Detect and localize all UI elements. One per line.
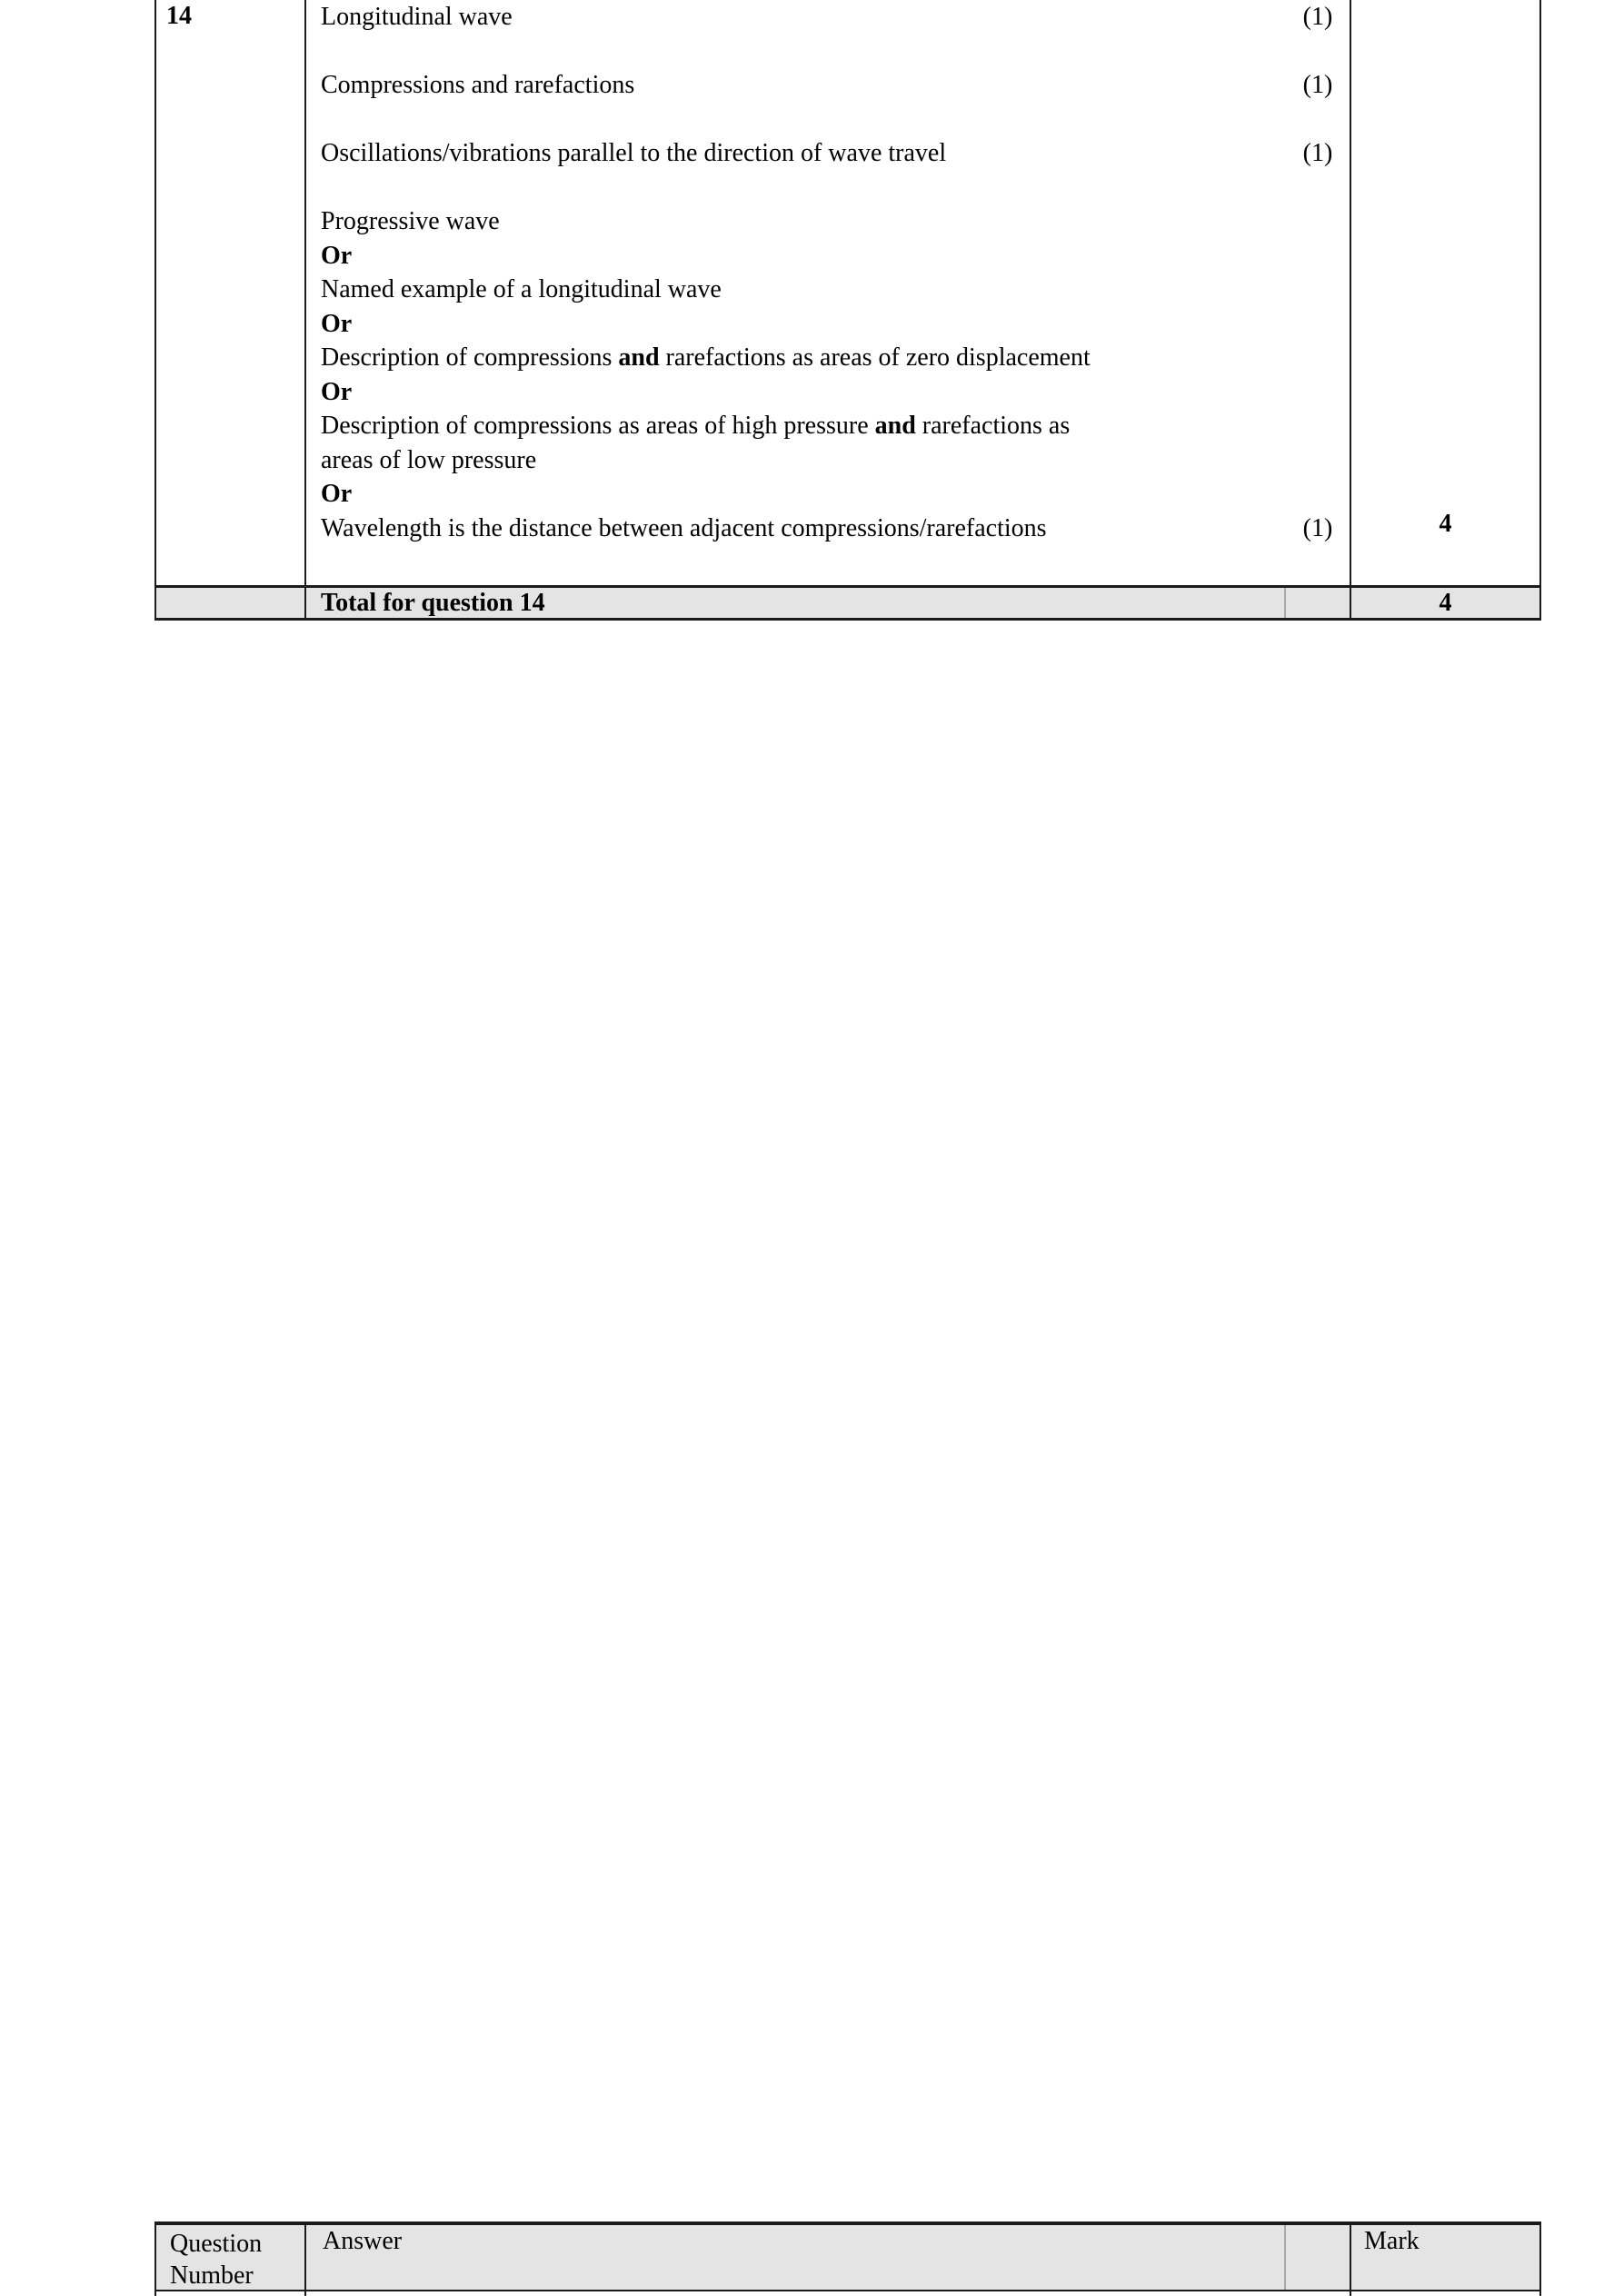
answer-line <box>321 344 1091 372</box>
answer-line: areas of low pressure <box>321 445 537 474</box>
total-row-label: Total for question 14 <box>321 589 545 617</box>
answer-line-part: rarefactions as <box>915 412 1071 440</box>
answer-line: Longitudinal wave <box>321 3 513 31</box>
answer-line: Progressive wave <box>321 207 500 235</box>
answer-line-part: and <box>618 343 660 372</box>
mark-point: (1) <box>1302 71 1333 99</box>
header-question-number: Question Number <box>170 2230 263 2290</box>
answer-line: Or <box>321 309 353 338</box>
answer-line <box>321 412 1070 440</box>
answer-line: Oscillations/vibrations parallel to the direction of wave travel <box>321 139 947 167</box>
table-right-border <box>1539 0 1541 621</box>
header-answer: Answer <box>323 2227 403 2255</box>
answer-line-part: Description of compressions <box>321 343 619 372</box>
faint-subcolumn-divider <box>1284 2225 1286 2290</box>
answer-line: Wavelength is the distance between adjacent compressions/rarefactions <box>321 513 1047 542</box>
header-bottom-border <box>154 2290 1541 2291</box>
mark-point: (1) <box>1302 3 1333 31</box>
table-bottom-border <box>154 618 1541 621</box>
answer-line: Or <box>321 377 353 406</box>
answer-line: Compressions and rarefactions <box>321 71 635 99</box>
answer-mark-divider <box>1350 2221 1351 2296</box>
answer-line: Or <box>321 241 353 270</box>
table-right-border <box>1539 2221 1541 2296</box>
answer-line: Named example of a longitudinal wave <box>321 275 722 303</box>
header-top-border <box>154 2221 1541 2225</box>
answer-line: Or <box>321 480 353 508</box>
mark-point: (1) <box>1302 513 1333 542</box>
question-answer-divider <box>304 0 306 621</box>
answer-line-part: Description of compressions as areas of high pressure <box>321 412 875 440</box>
total-row-mark: 4 <box>1439 589 1452 617</box>
table-left-border <box>154 0 156 621</box>
faint-subcolumn-divider <box>1284 588 1286 618</box>
total-row-top-border <box>154 585 1541 588</box>
header-mark: Mark <box>1364 2227 1420 2255</box>
mark-point: (1) <box>1302 139 1333 167</box>
table-left-border <box>154 2221 156 2296</box>
answer-line-part: and <box>874 412 916 440</box>
question-number-cell: 14 <box>166 2 192 30</box>
next-table-header <box>154 2221 1541 2296</box>
mark-scheme-table-q14 <box>154 0 1541 621</box>
answer-line-part: rarefactions as areas of zero displacement <box>659 343 1091 372</box>
row-mark: 4 <box>1439 510 1452 538</box>
